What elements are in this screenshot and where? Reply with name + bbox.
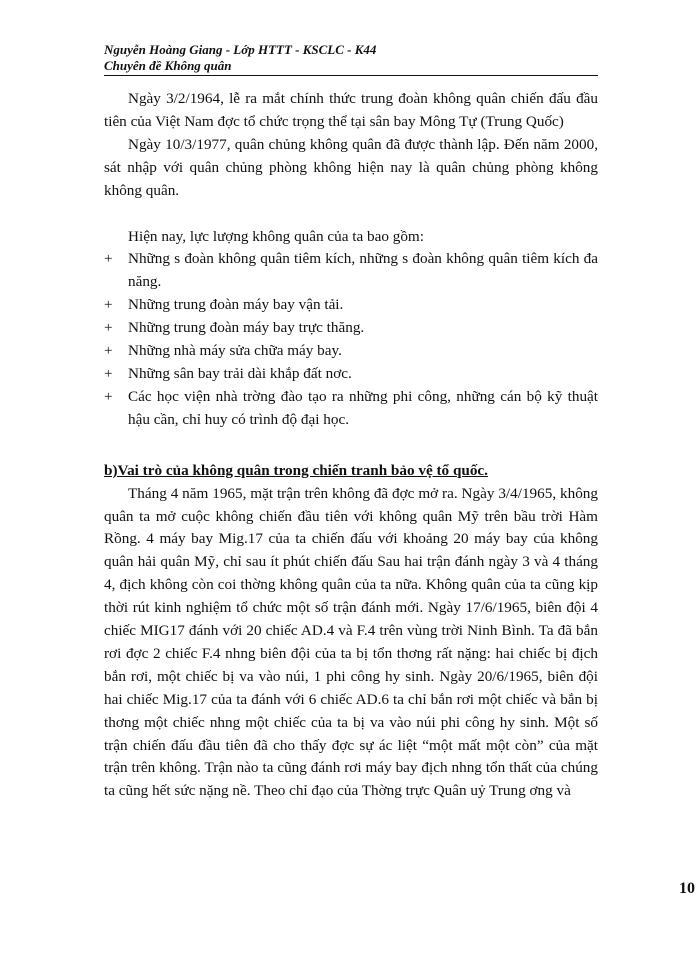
list-item — [104, 294, 598, 317]
paragraph-2: Ngày 10/3/1977, quân chủng không quân đã được thành lập. Đến năm 2000, sát nhập với quân chủng phòng không hiện nay là quân chủng phòng không không quân. — [104, 135, 598, 199]
blank-line — [104, 203, 598, 226]
plus-mark: + — [104, 296, 113, 314]
page-header — [104, 42, 598, 76]
bullet-list — [104, 248, 598, 431]
plus-mark: + — [104, 342, 113, 360]
section-heading: b)Vai trò của không quân trong chiến tranh bảo vệ tổ quốc. — [104, 461, 488, 479]
plus-mark: + — [104, 387, 113, 405]
list-item — [104, 386, 598, 432]
plus-mark: + — [104, 319, 113, 337]
list-item — [104, 317, 598, 340]
document-body — [104, 88, 598, 803]
list-item-text: Những trung đoàn máy bay vận tải. — [128, 296, 344, 314]
list-item-text: Những trung đoàn máy bay trực thăng. — [128, 319, 365, 337]
page-number: 10 — [679, 880, 695, 897]
list-item-text: Những sân bay trải dài khắp đất nơc. — [128, 364, 352, 382]
list-item — [104, 248, 598, 294]
header-author-line: Nguyễn Hoàng Giang - Lớp HTTT - KSCLC - K44 — [104, 42, 377, 57]
paragraph-1: Ngày 3/2/1964, lễ ra mắt chính thức trung đoàn không quân chiến đấu đầu tiên của Việt Nam đợc tổ chức trọng thể tại sân bay Mông Tự (Trung Quốc) — [104, 90, 598, 130]
paragraph-3: Hiện nay, lực lượng không quân của ta bao gồm: — [128, 227, 424, 245]
plus-mark: + — [104, 364, 113, 382]
list-item — [104, 340, 598, 363]
section-body: Tháng 4 năm 1965, mặt trận trên không đã đợc mở ra. Ngày 3/4/1965, không quân ta mở cuộc không chiến đầu tiên với không quân Mỹ trên bầu trời Hàm Rồng. 4 máy bay Mig.17 của ta chiến đấu với khoảng 20 máy bay của không quân hải quân Mỹ, chỉ sau ít phút chiến đấu Sau hai trận đánh ngày 3 và 4 tháng 4, địch không còn coi thờng không quân của ta nữa. Không quân của ta cũng kịp thời rút kinh nghiệm tổ chức một số trận đánh mới. Ngày 17/6/1965, biên đội 4 chiếc MIG17 đánh với 20 chiếc AD.4 và F.4 trên vùng trời Ninh Bình. Ta đã bắn rơi đợc 2 chiếc F.4 nhng biên đội của ta bị tổn thơng rất nặng: hai chiếc bị địch bắn rơi, một chiếc bị va vào núi, 1 phi công hy sinh. Ngày 20/6/1965, biên đội hai chiếc Mig.17 của ta đánh với 6 chiếc AD.6 ta chỉ bắn rơi một chiếc và bắn bị thơng một chiếc nhng một chiếc của ta bị va vào núi phi công hy sinh. Một số trận chiến đấu đầu tiên đã cho thấy đợc sự ác liệt “một mất một còn” của mặt trận trên không. Trận nào ta cũng đánh rơi máy bay địch nhng tổn thất của chúng ta cũng hết sức nặng nề. Theo chỉ đạo của Thờng trực Quân uỷ Trung ơng và — [104, 484, 598, 800]
plus-mark: + — [104, 250, 113, 268]
list-item-text: Những s đoàn không quân tiêm kích, những s đoàn không quân tiêm kích đa năng. — [128, 250, 598, 291]
list-item-text: Những nhà máy sửa chữa máy bay. — [128, 342, 342, 360]
list-item — [104, 363, 598, 386]
list-item-text: Các học viện nhà trờng đào tạo ra những phi công, những cán bộ kỹ thuật hậu cần, chỉ huy có trình độ đại học. — [128, 387, 598, 428]
header-topic-line: Chuyên đề Không quân — [104, 58, 232, 73]
